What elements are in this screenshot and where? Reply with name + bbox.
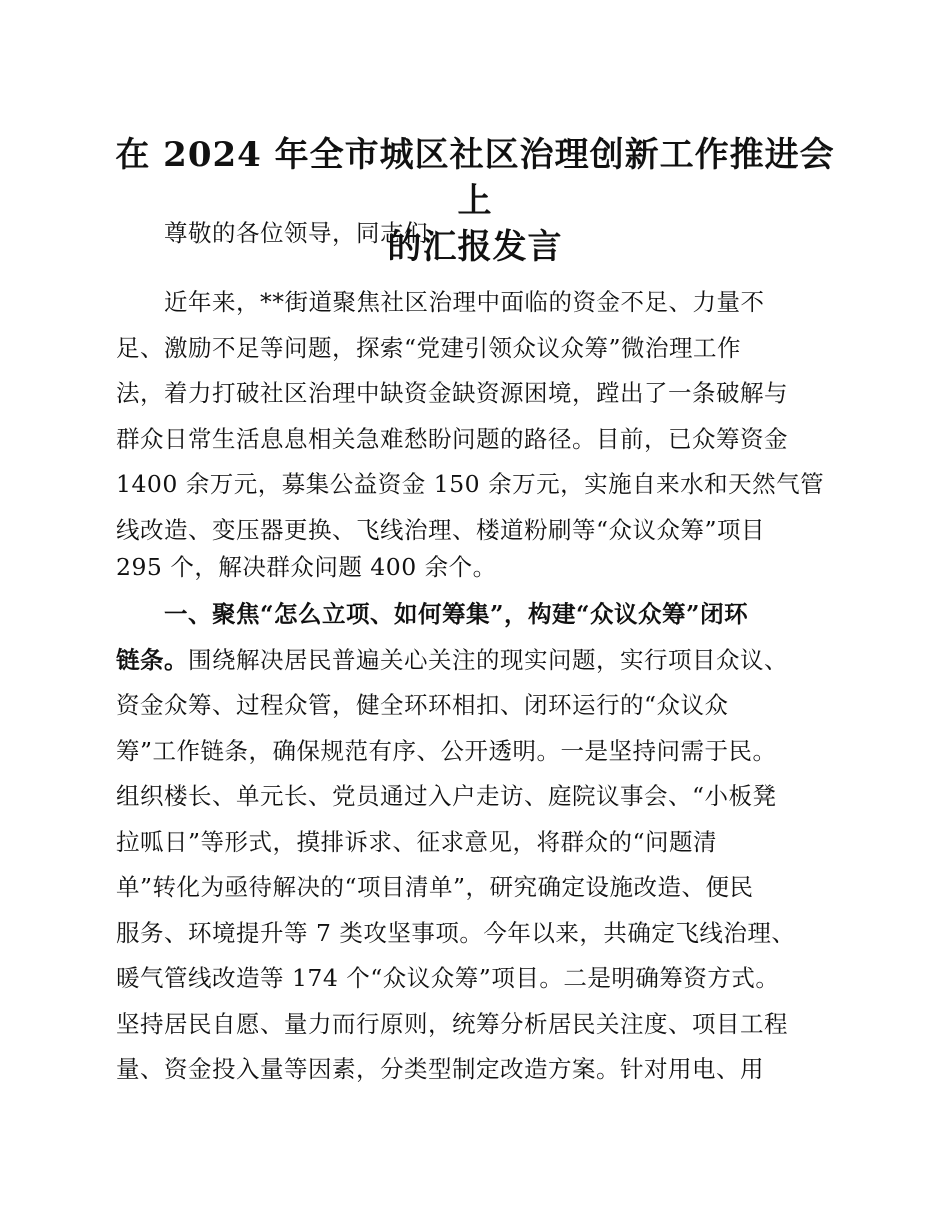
paragraph-line: 坚持居民自愿、量力而行原则，统筹分析居民关注度、项目工程	[116, 1010, 788, 1038]
title-line-1: 在 2024 年全市城区社区治理创新工作推进会上	[115, 135, 835, 221]
paragraph-line: 线改造、变压器更换、飞线治理、楼道粉刷等“众议众筹”项目	[116, 516, 766, 544]
section-heading-end: 链条。	[116, 646, 188, 674]
paragraph-line: 足、激励不足等问题，探索“党建引领众议众筹”微治理工作	[116, 334, 742, 362]
paragraph-line: 295 个，解决群众问题 400 余个。	[116, 553, 497, 581]
title-line-2: 的汇报发言	[387, 227, 563, 267]
paragraph-line: 组织楼长、单元长、党员通过入户走访、庭院议事会、“小板凳	[116, 782, 777, 810]
paragraph-line: 群众日常生活息息相关急难愁盼问题的路径。目前，已众筹资金	[116, 425, 788, 453]
paragraph-line: 资金众筹、过程众管，健全环环相扣、闭环运行的“众议众	[116, 691, 729, 719]
section-heading-continuation	[116, 645, 816, 675]
paragraph-line: 单”转化为亟待解决的“项目清单”，研究确定设施改造、便民	[116, 873, 754, 901]
section-body-start: 围绕解决居民普遍关心关注的现实问题，实行项目众议、	[188, 646, 788, 674]
paragraph-line: 拉呱日”等形式，摸排诉求、征求意见，将群众的“问题清	[116, 828, 718, 856]
paragraph-line: 量、资金投入量等因素，分类型制定改造方案。针对用电、用	[116, 1055, 764, 1083]
salutation: 尊敬的各位领导，同志们:	[164, 219, 437, 247]
paragraph-line: 近年来，**街道聚焦社区治理中面临的资金不足、力量不	[164, 288, 765, 316]
paragraph-line: 服务、环境提升等 7 类攻坚事项。今年以来，共确定飞线治理、	[116, 919, 796, 947]
paragraph-line: 暖气管线改造等 174 个“众议众筹”项目。二是明确筹资方式。	[116, 964, 780, 992]
page-title	[100, 132, 850, 270]
paragraph-line: 法，着力打破社区治理中缺资金缺资源困境，蹚出了一条破解与	[116, 379, 788, 407]
paragraph-line: 筹”工作链条，确保规范有序、公开透明。一是坚持问需于民。	[116, 737, 777, 765]
paragraph-line: 1400 余万元，募集公益资金 150 余万元，实施自来水和天然气管	[116, 470, 825, 498]
section-heading: 一、聚焦“怎么立项、如何筹集”，构建“众议众筹”闭环	[164, 600, 749, 628]
